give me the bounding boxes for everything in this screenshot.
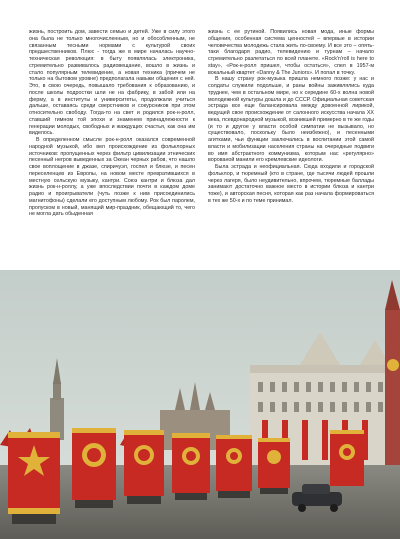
text-column-right: [208, 29, 374, 259]
paragraph: жизнь, построить дом, завести семью и детей. Уже в силу этого она была не только многочисленным, но и обособленным, не связанным тесными нормами с культурой своих предшественников. Плюс - тогда же в мире началась научно-техническая революция: в быту появлялась электроника, стремительно развивалось радиовещание, вошло в жизнь и стало популярным телевидение, а новая техника (причем не только на бытовом уровне) предполагала навыки общения с ней. Это, в свою очередь, повышало требования к образованию, и после школы подростки шли не на фабрику, в забой или на ферму, а в институты и университеты, продолжали учиться дальше, оставаясь среди сверстников и сокурсников при этом относительно свободу. Тогда-то на свет и родился рок-н-ролл, ставший гимном той эпохи и знаменем принадлежности к генерации молодых, свободных и жаждущих счастья, как она им виделось.: [29, 29, 195, 137]
parade-photo-image: [0, 270, 400, 539]
parade-float: [330, 430, 364, 486]
paragraph: В определенном смысле рок-н-ролл оказался современной народной музыкой, ибо вел происхождение из фольклорных источников: пропущенных через фильтр цивилизации этнических песенный негров выведенных за Океан черных рабов, что нашло свое воплощение в джазе, спиричуэл, госпел и блюзе, и песен переселенцев из Европы, на новом месте превратившихся в местную сельскую музыку, кантри. Союз кантри и блюза дал жизнь рок-н-роллу, а уже впоследствии почти в каждом доме радио и проигрыватели (чуть позже к ним присоединились магнитофоны) сделали его доступным любому. Рок был паролем, пропуском в новый, манящий мир-праздник, обещающий то, чего не могла дать обыденная: [29, 137, 195, 218]
parade-photo: [0, 270, 400, 539]
parade-float: [216, 435, 252, 498]
parade-float: [172, 433, 210, 500]
paragraph: жизнь с ее рутиной. Появились новая мода, иные формы общения, особенная система ценностей – впервые в истории человечества молодежь стала жить по-своему. И все это – опять-таки благодаря радио, телевидению и турнам – начало стремительно разлетаться по всей планете. «Rock'n'roll is here to stay», «Рок-н-ролл пришел, чтобы остаться», спел в 1957-м вокальный квартет «Danny & The Juniors». И попал в точку.: [208, 29, 374, 76]
paragraph: В нашу страну рок-музыка пришла немного позже: у нас и солдаты служили подольше, и раны войны заживлялись куда труднее, чем в остальном мире, но к середине 60-х волна новой молодежной культуры дошла и до СССР. Официальная советская эстрада все еще балансировала между довоенной лирикой, ведущей свое происхождение от салонного искусства начала XX века, псевдонародной музыкой, возникшей примерно в те же годы (и то и другое у власти особой симпатии не вызывало, но существовало, поскольку было неизбежно), и песенными агитками, чьи функции заключались в воспитании этой самой власти и мобилизации населения страны на очередные подвиги во имя абстрактного коммунизма, которым нас «регулярно» ворованой манили его кремлевские идеологи.: [208, 76, 374, 164]
parade-float: [72, 428, 116, 508]
kremlin-tower: [385, 280, 400, 480]
article-text: [29, 29, 374, 259]
parade-float: [8, 432, 60, 524]
parade-float: [124, 430, 164, 504]
text-column-left: [29, 29, 195, 259]
parade-float: [258, 438, 290, 494]
paragraph: Была эстрада и неофициальная. Сюда входили и городской фольклор, и тюремный (кто в стране, где тысячи людей прошли через лагеря, было неудивительно, впрочем, тюремные баллады занимают достаточно важное место в истории блюза и кантри тоже), и авторская песня, которая как раз начала формироваться в тех же 50-х и по теме принимал.: [208, 164, 374, 204]
